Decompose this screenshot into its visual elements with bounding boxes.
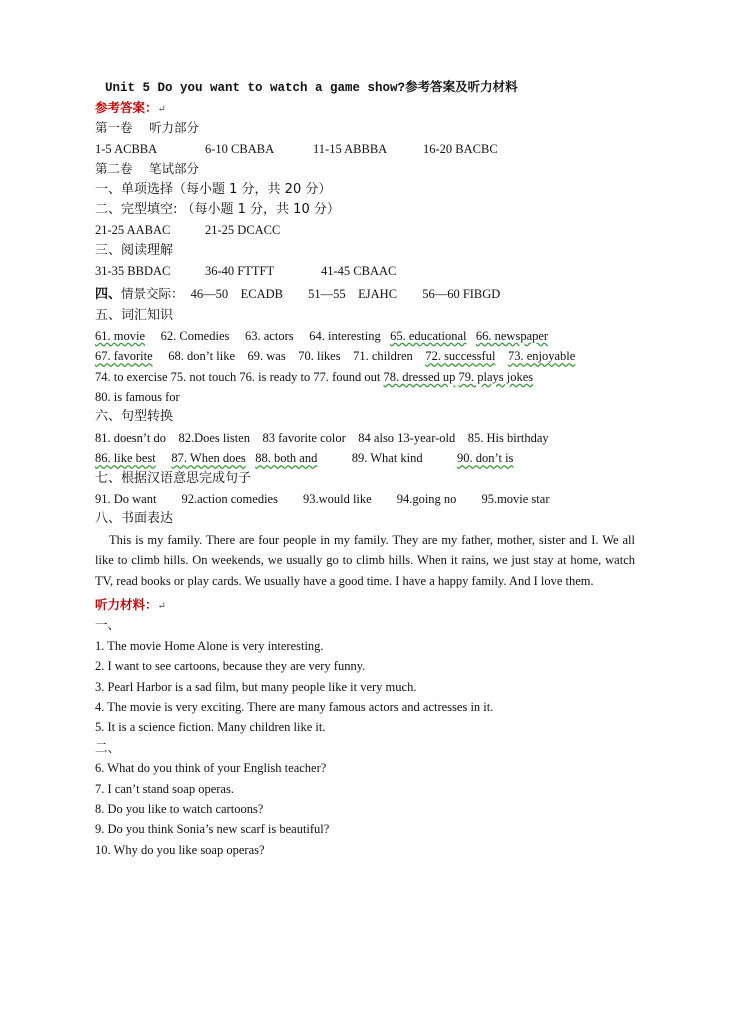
answer-item: 79. plays jokes — [458, 369, 534, 384]
answer-item: 63. actors — [245, 328, 294, 343]
answer-item: 72. successful — [425, 349, 496, 364]
title-chinese: 参考答案及听力材料 — [405, 79, 518, 94]
answer-sheet: Unit 5 Do you want to watch a game show?参考答案及听力材料 参考答案：↵ 第一卷 听力部分 1-5 ACBBA 6-10 CBABA 11-15 ABBBA 16-20 BACBC 第二卷 笔试部分 一、单项选择（每小题 1 分，共 20 分） 二、完型填空: （每小题 1 分，共 10 分） 21-25 AABAC 21-25 DCACC 三、阅读理解 31-35 BBDAC 36-40 FTTFT 41-45 CBAAC 四、情景交际： 46—50 ECADB 51—55 EJAHC 56—60 FIBGD 五、词汇知识 61. movie 62. Comedies 63. actors 64. interesting 65. educational 66. newspaper 67. favorite 68. don’t like 69. was 70. likes 71. children 72. successful 73. enjoyable 74. to exercise 75. not touch 76. is ready to 77. found out 78. dressed up 79. plays jokes 80. is famous for 六、句型转换 81. doesn’t do 82.Does listen 83 favorite color 84 also 13-year-old 85. His birthday 86. like best 87. When does 88. both and 89. What kind 90. don’t is 七、根据汉语意思完成句子 91. Do want 92.action comedies 93.would like 94.going no 95.movie star 八、书面表达 This is my family. There are four people in my family. They are my father, mother, sister and I. We all like to climb hills. On weekends, we usually go to climb hills. When it rains, we just stay at home, watch TV, read books or play cards. We usually have a good time. I have a happy family. And I love them. 听力材料：↵ 一、 1. The movie Home Alone is very interesting. 2. I want to see cartoons, because they are very funny. 3. Pearl Harbor is a sad film, but many people like it very much. 4. The movie is very exciting. There are many famous actors and actresses in it. 5. It is a science fiction. Many children like it. 二、 6. What do you think of your English teacher? 7. I can’t stand soap operas. 8. Do you like to watch cartoons? 9. Do you think Sonia’s new scarf is beautiful? 10. Why do you like soap operas? — [95, 76, 640, 860]
answer-item: 73. enjoyable — [507, 349, 576, 364]
answer-item: 77. found out — [313, 369, 381, 384]
transform-row — [95, 448, 640, 468]
listening-part-heading: 一、 — [95, 617, 121, 633]
listening-item: 3. Pearl Harbor is a sad film, but many people like it very much. — [95, 679, 417, 694]
section-heading: 六、句型转换 — [95, 409, 174, 425]
listening-item: 7. I can’t stand soap operas. — [95, 781, 234, 796]
vocab-row — [95, 346, 640, 366]
answer-item: 75. not touch — [170, 369, 237, 384]
answer-group: 31-35 BBDAC — [95, 264, 171, 279]
answer-group: 1-5 ACBBA — [95, 141, 158, 156]
answer-item: 61. movie — [95, 328, 145, 343]
listening-item: 8. Do you like to watch cartoons? — [95, 801, 264, 816]
answer-item: 84 also 13-year-old — [358, 430, 456, 445]
reading-answers-row — [95, 261, 640, 281]
answer-item: 76. is ready to — [239, 369, 311, 384]
answer-item: 74. to exercise — [95, 369, 168, 384]
answer-item: 90. don’t is — [457, 451, 514, 466]
answer-group: 16-20 BACBC — [423, 141, 498, 156]
answer-item: 81. doesn’t do — [95, 430, 166, 445]
answer-item: 65. educational — [390, 328, 467, 343]
answer-group: 51—55 EJAHC — [308, 286, 398, 301]
section-heading: 七、根据汉语意思完成句子 — [95, 470, 252, 486]
section-heading: 三、阅读理解 — [95, 242, 174, 258]
section-heading: 五、词汇知识 — [95, 307, 174, 323]
page-title — [105, 76, 640, 98]
answer-item: 71. children — [353, 349, 413, 364]
title-english: Unit 5 Do you want to watch a game show? — [105, 81, 406, 95]
answer-item: 83 favorite color — [262, 430, 346, 445]
cloze-answers-row — [95, 220, 640, 240]
answer-item: 68. don’t like — [168, 349, 236, 364]
listening-item: 9. Do you think Sonia’s new scarf is beautiful? — [95, 822, 330, 837]
answer-group: 11-15 ABBBA — [313, 141, 388, 156]
answer-item: 78. dressed up — [383, 369, 456, 384]
answer-item: 80. is famous for — [95, 390, 180, 405]
answer-item: 95.movie star — [481, 492, 550, 507]
listening-item: 2. I want to see cartoons, because they are very funny. — [95, 659, 366, 674]
answer-item: 82.Does listen — [178, 430, 250, 445]
answer-item: 87. When does — [171, 451, 246, 466]
vocab-row — [95, 326, 640, 346]
answer-group: 21-25 AABAC — [95, 223, 171, 238]
answer-group: 36-40 FTTFT — [205, 264, 275, 279]
listening-item: 5. It is a science fiction. Many children like it. — [95, 720, 326, 735]
part-two-heading: 第二卷 笔试部分 — [95, 161, 199, 177]
section-heading: 八、书面表达 — [95, 511, 174, 527]
answers-heading: 参考答案： — [95, 100, 158, 115]
listening-item: 10. Why do you like soap operas? — [95, 842, 265, 857]
vocab-row — [95, 387, 640, 407]
answer-item: 67. favorite — [95, 349, 153, 364]
listening-answers-row — [95, 139, 640, 159]
answer-group: 56—60 FIBGD — [422, 286, 501, 301]
answer-group: 46—50 ECADB — [190, 286, 284, 301]
answer-item: 89. What kind — [351, 451, 423, 466]
answer-item: 66. newspaper — [475, 328, 549, 343]
answer-group: 21-25 DCACC — [205, 223, 281, 238]
essay-text: This is my family. There are four people in my family. They are my father, mother, sister and I. We all like to climb hills. On weekends, we usually go to climb hills. When it rains, we just stay at home, watch TV, read books or play cards. We usually have a good time. I have a happy family. And I love them. — [95, 532, 635, 588]
answer-item: 85. His birthday — [467, 430, 549, 445]
listening-part-heading: 二、 — [95, 739, 121, 755]
part-one-heading: 第一卷 听力部分 — [95, 120, 199, 136]
answer-item: 94.going no — [396, 492, 457, 507]
answer-item: 62. Comedies — [160, 328, 230, 343]
answer-item: 64. interesting — [309, 328, 381, 343]
section-heading: 二、完型填空: （每小题 1 分，共 10 分） — [95, 201, 340, 217]
section-heading-text: 情景交际： — [121, 285, 184, 301]
listening-item: 1. The movie Home Alone is very interesting. — [95, 638, 324, 653]
transform-row — [95, 428, 640, 448]
answer-item: 70. likes — [298, 349, 341, 364]
listening-heading: 听力材料： — [95, 597, 158, 613]
vocab-row — [95, 367, 640, 387]
complete-row — [95, 489, 640, 509]
answer-group: 41-45 CBAAC — [321, 264, 397, 279]
listening-item: 6. What do you think of your English teacher? — [95, 761, 327, 776]
answer-item: 88. both and — [255, 451, 318, 466]
answer-item: 92.action comedies — [181, 492, 278, 507]
answer-item: 69. was — [247, 349, 286, 364]
answer-item: 91. Do want — [95, 492, 157, 507]
answer-item: 93.would like — [302, 492, 372, 507]
essay-paragraph — [95, 530, 635, 591]
listening-item: 4. The movie is very exciting. There are many famous actors and actresses in it. — [95, 699, 494, 714]
section-heading: 四、 — [95, 286, 122, 302]
answer-item: 86. like best — [95, 451, 156, 466]
situation-answers-row — [95, 282, 640, 306]
section-heading: 一、单项选择（每小题 1 分，共 20 分） — [95, 181, 332, 197]
answer-group: 6-10 CBABA — [205, 141, 275, 156]
